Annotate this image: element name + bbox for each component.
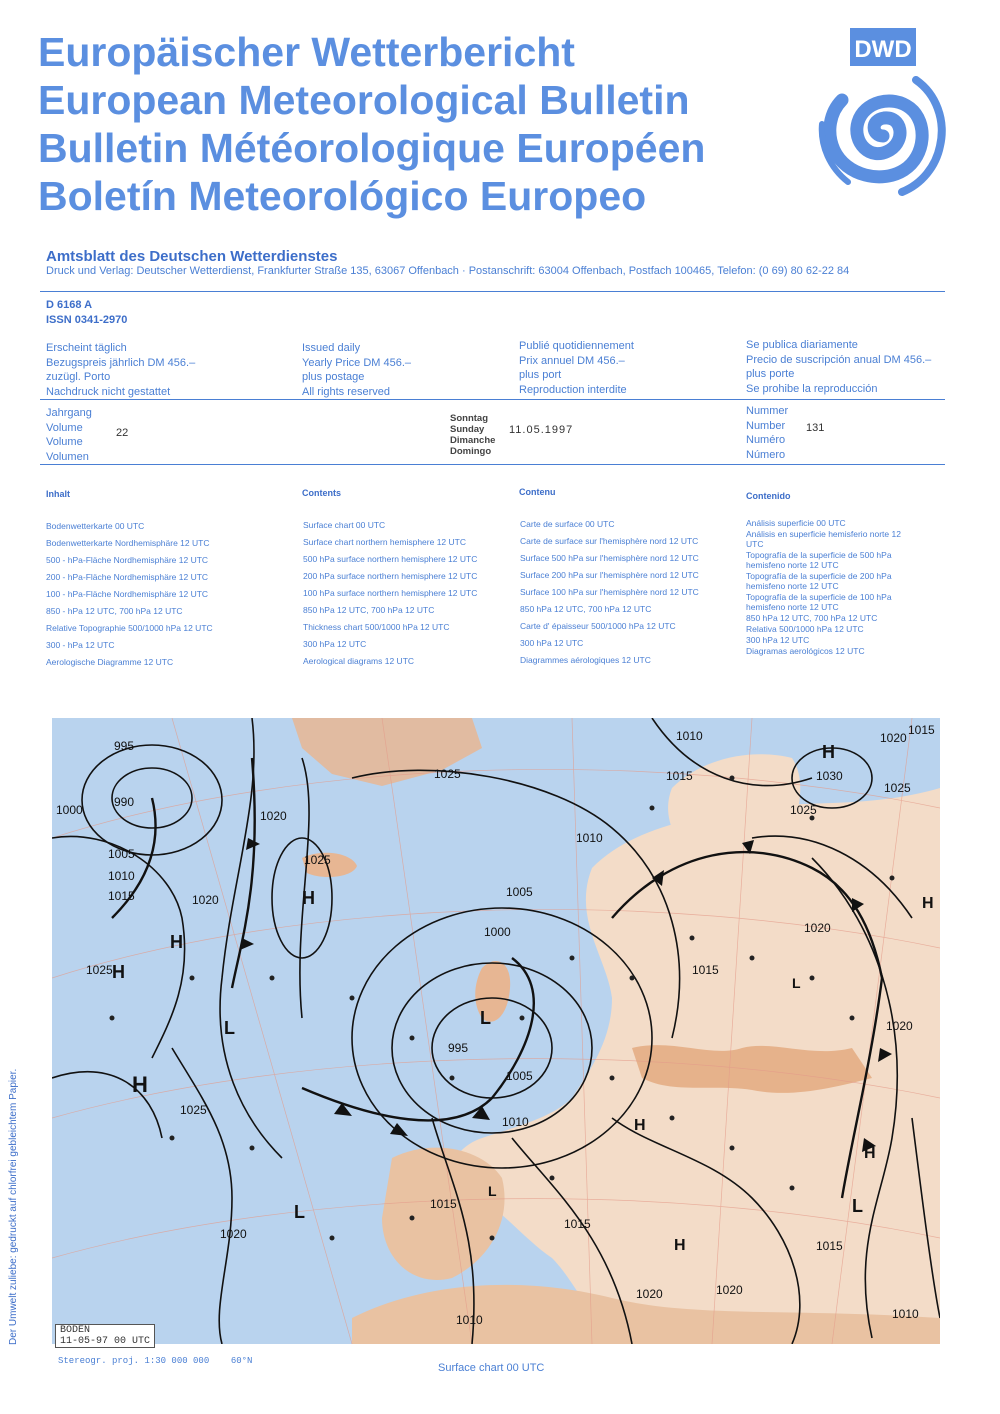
pressure-center: H <box>634 1117 646 1134</box>
isobar-label: 1020 <box>192 893 219 907</box>
publication-codes <box>46 298 127 328</box>
isobar-label: 1025 <box>304 853 331 867</box>
list-item: Thickness chart 500/1000 hPa 12 UTC <box>303 622 450 632</box>
isobar-label: 1010 <box>456 1313 483 1327</box>
list-item: Aerologische Diagramme 12 UTC <box>46 657 174 667</box>
pressure-center: H <box>302 888 315 908</box>
divider <box>40 464 945 465</box>
isobar-label: 1025 <box>434 767 461 781</box>
contents-heading-de: Inhalt <box>46 489 70 499</box>
pressure-center: H <box>864 1145 876 1162</box>
isobar-label: 1020 <box>636 1287 663 1301</box>
isobar-label: 1015 <box>564 1217 591 1231</box>
isobar-label: 1015 <box>666 769 693 783</box>
dwd-logo <box>812 28 948 202</box>
isobar-label: 1015 <box>108 889 135 903</box>
list-item: Surface 200 hPa sur l'hemisphère nord 12 UTC <box>520 570 699 580</box>
list-item: 500 hPa surface northern hemisphere 12 UTC <box>303 554 478 564</box>
volume-value: 22 <box>116 427 129 439</box>
divider <box>40 399 945 400</box>
isobar-label: 1010 <box>502 1115 529 1129</box>
isobar-label: 1030 <box>816 769 843 783</box>
isobar-label: 1025 <box>86 963 113 977</box>
side-note: Der Umwelt zuliebe: gedruckt auf chlorfrei gebleichtem Papier. <box>8 1068 19 1345</box>
isobar-label: 1025 <box>790 803 817 817</box>
pressure-center: L <box>852 1196 863 1216</box>
projection-note: Stereogr. proj. 1:30 000 000 60°N <box>58 1356 253 1366</box>
footer-caption: Surface chart 00 UTC <box>438 1362 545 1374</box>
list-item: Topografía de la superficie de 200 hPa hemisfeno norte 12 UTC <box>746 571 892 591</box>
list-item: Surface 500 hPa sur l'hemisphère nord 12 UTC <box>520 553 699 563</box>
d-code: D 6168 A <box>46 299 93 311</box>
pressure-center: H <box>674 1237 686 1254</box>
isobar-label: 1020 <box>260 809 287 823</box>
isobar-label: 1020 <box>220 1227 247 1241</box>
isobar-label: 1025 <box>884 781 911 795</box>
list-item: 850 hPa 12 UTC, 700 hPa 12 UTC <box>520 604 652 614</box>
chart-stamp: BODEN 11-05-97 00 UTC <box>55 1324 155 1348</box>
day-labels: Sonntag Sunday Dimanche Domingo <box>450 413 496 457</box>
issue-info-de: Erscheint täglich Bezugspreis jährlich DM 456.– zuzügl. Porto Nachdruck nicht gestattet <box>46 342 196 398</box>
isobar-label: 1015 <box>692 963 719 977</box>
issue-info-fr: Publié quotidiennement Prix annuel DM 456.– plus port Reproduction interdite <box>519 340 634 396</box>
isobar-label: 1025 <box>180 1103 207 1117</box>
list-item: 300 hPa 12 UTC <box>520 638 584 648</box>
isobar-label: 1010 <box>108 869 135 883</box>
title-es: Boletín Meteorológico Europeo <box>38 173 647 219</box>
isobar-label: 1005 <box>506 885 533 899</box>
isobar-label: 1015 <box>430 1197 457 1211</box>
list-item: Carte de surface 00 UTC <box>520 519 615 529</box>
list-item: Carte de surface sur l'hemisphère nord 12 UTC <box>520 536 699 546</box>
pressure-center: L <box>488 1183 497 1199</box>
pressure-center: L <box>224 1018 235 1038</box>
title-fr: Bulletin Météorologique Européen <box>38 125 706 171</box>
list-item: Carte d' épaisseur 500/1000 hPa 12 UTC <box>520 621 676 631</box>
title-en: European Meteorological Bulletin <box>38 77 690 123</box>
issn: ISSN 0341-2970 <box>46 314 128 326</box>
contents-heading-es: Contenido <box>746 491 791 501</box>
number-labels: Nummer Number Numéro Número <box>746 405 789 461</box>
pressure-center: H <box>132 1072 148 1097</box>
pressure-center: L <box>294 1202 305 1222</box>
list-item: 300 hPa 12 UTC <box>746 635 810 645</box>
isobar-label: 1000 <box>484 925 511 939</box>
list-item: 300 hPa 12 UTC <box>303 639 367 649</box>
pressure-center: L <box>480 1008 491 1028</box>
contents-list-fr <box>520 519 699 672</box>
divider <box>40 291 945 292</box>
list-item: 200 hPa surface northern hemisphere 12 UTC <box>303 571 478 581</box>
pressure-center: H <box>922 895 934 912</box>
contents-heading-fr: Contenu <box>519 487 556 497</box>
list-item: 100 - hPa-Fläche Nordhemisphäre 12 UTC <box>46 589 209 599</box>
contents-list-es <box>746 518 911 657</box>
isobar-label: 1010 <box>892 1307 919 1321</box>
svg-text:DWD: DWD <box>854 36 912 63</box>
list-item: Surface chart northern hemisphere 12 UTC <box>303 537 466 547</box>
issue-info-en: Issued daily Yearly Price DM 456.– plus postage All rights reserved <box>302 342 412 398</box>
number-value: 131 <box>806 422 825 434</box>
list-item: Diagramas aerológicos 12 UTC <box>746 646 865 656</box>
isobar-label: 1005 <box>108 847 135 861</box>
contents-heading-en: Contents <box>302 488 341 498</box>
list-item: Diagrammes aérologiques 12 UTC <box>520 655 651 665</box>
publisher-heading: Amtsblatt des Deutschen Wetterdienstes <box>46 248 338 265</box>
list-item: 850 - hPa 12 UTC, 700 hPa 12 UTC <box>46 606 183 616</box>
list-item: 500 - hPa-Fläche Nordhemisphäre 12 UTC <box>46 555 209 565</box>
isobar-label: 995 <box>448 1041 469 1055</box>
isobar-label: 1020 <box>716 1283 743 1297</box>
isobar-label: 1010 <box>676 729 703 743</box>
pressure-center: H <box>170 932 183 952</box>
list-item: Topografía de la superficie de 500 hPa hemisfeno norte 12 UTC <box>746 550 892 570</box>
issue-info-es: Se publica diariamente Precio de suscripción anual DM 456.– plus porte Se prohibe la reproducción <box>746 339 932 395</box>
list-item: Bodenwetterkarte Nordhemisphäre 12 UTC <box>46 538 210 548</box>
isobar-label: 990 <box>114 795 135 809</box>
volume-labels: Jahrgang Volume Volume Volumen <box>46 407 92 463</box>
list-item: 200 - hPa-Fläche Nordhemisphäre 12 UTC <box>46 572 209 582</box>
list-item: Análisis superficie 00 UTC <box>746 518 846 528</box>
list-item: 100 hPa surface northern hemisphere 12 UTC <box>303 588 478 598</box>
contents-list-en <box>303 520 477 673</box>
europe-highlands <box>632 1045 872 1093</box>
list-item: Análisis en superficie hemisferio norte 12 UTC <box>746 529 901 549</box>
list-item: Surface 100 hPa sur l'hemisphère nord 12 UTC <box>520 587 699 597</box>
isobar-label: 1015 <box>816 1239 843 1253</box>
isobar-label: 995 <box>114 739 135 753</box>
list-item: 300 - hPa 12 UTC <box>46 640 115 650</box>
isobar-label: 1020 <box>804 921 831 935</box>
list-item: Topografía de la superficie de 100 hPa hemisfeno norte 12 UTC <box>746 592 892 612</box>
list-item: Relative Topographie 500/1000 hPa 12 UTC <box>46 623 213 633</box>
bulletin-titles <box>38 28 705 220</box>
isobar-label: 1020 <box>880 731 907 745</box>
list-item: Aerological diagrams 12 UTC <box>303 656 415 666</box>
pressure-center: H <box>112 962 125 982</box>
isobar-label: 1015 <box>908 723 935 737</box>
title-de: Europäischer Wetterbericht <box>38 29 575 75</box>
weather-map-svg <box>52 718 940 1344</box>
issue-date: 11.05.1997 <box>509 424 574 436</box>
publisher-address: Druck und Verlag: Deutscher Wetterdienst, Frankfurter Straße 135, 63067 Offenbach · Postanschrift: 63004 Offenbach, Postfach 100465, Telefon: (0 69) 80 62-22 84 <box>46 265 850 277</box>
contents-list-de <box>46 521 213 674</box>
list-item: 850 hPa 12 UTC, 700 hPa 12 UTC <box>303 605 435 615</box>
pressure-center: L <box>792 975 801 991</box>
list-item: 850 hPa 12 UTC, 700 hPa 12 UTC <box>746 613 878 623</box>
list-item: Bodenwetterkarte 00 UTC <box>46 521 145 531</box>
isobar-label: 1010 <box>576 831 603 845</box>
surface-weather-map <box>52 718 940 1344</box>
isobar-label: 1000 <box>56 803 83 817</box>
isobar-label: 1005 <box>506 1069 533 1083</box>
pressure-center: H <box>822 742 835 762</box>
list-item: Relativa 500/1000 hPa 12 UTC <box>746 624 864 634</box>
publisher-block <box>46 248 946 277</box>
list-item: Surface chart 00 UTC <box>303 520 386 530</box>
isobar-label: 1020 <box>886 1019 913 1033</box>
